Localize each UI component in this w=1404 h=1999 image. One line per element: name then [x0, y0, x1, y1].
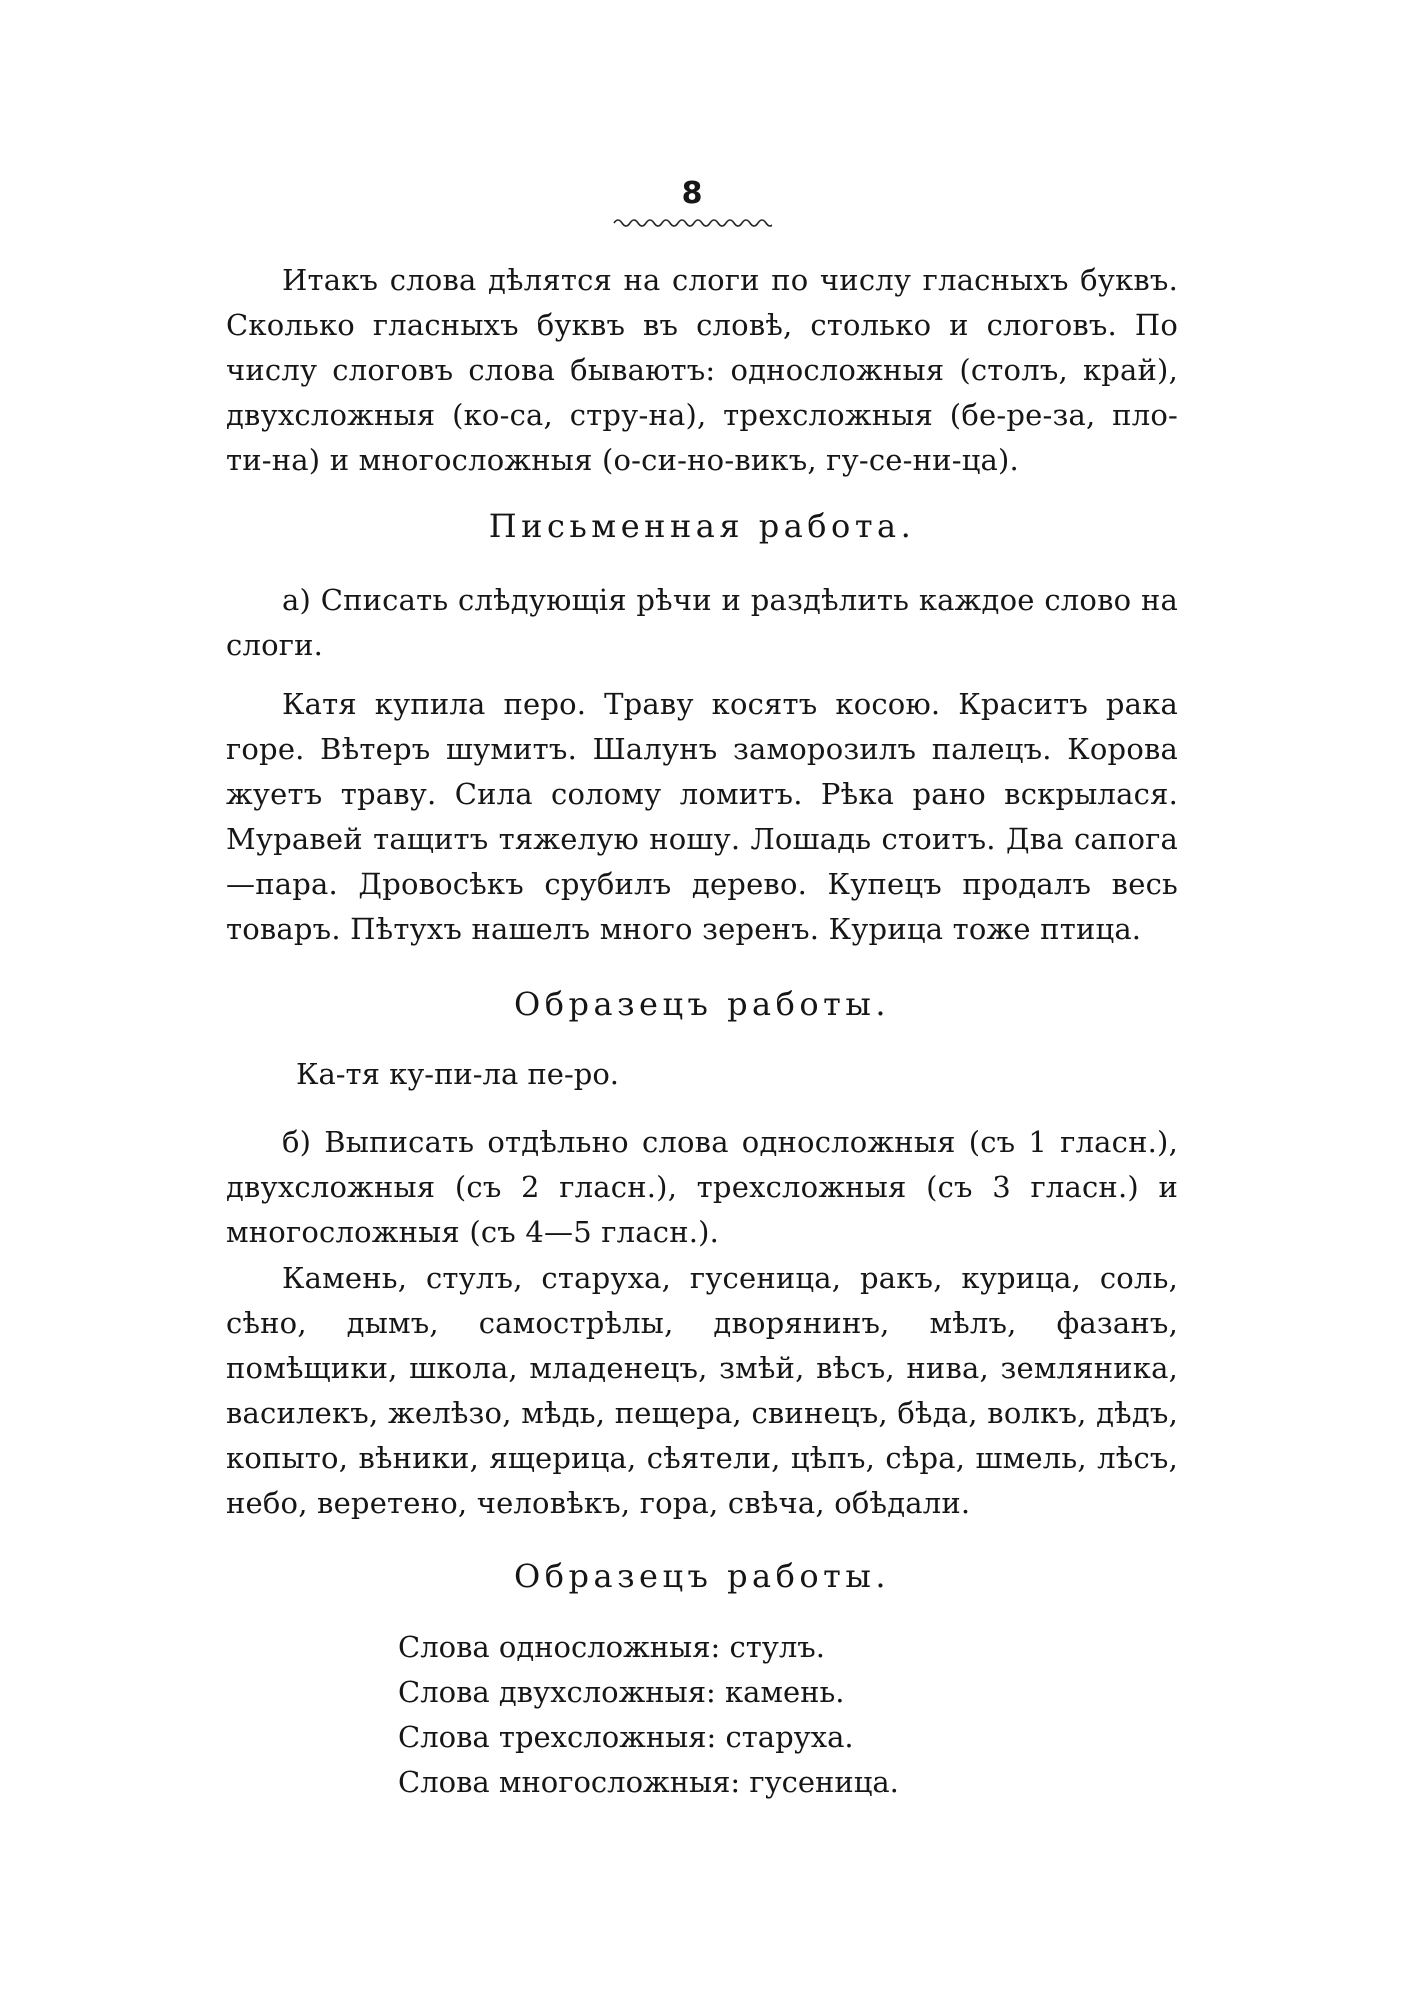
- example-list: [398, 1625, 1098, 1805]
- example-line: Слова многосложныя: гусеница.: [398, 1765, 899, 1799]
- page-number: 8: [681, 176, 703, 211]
- example-line: Слова двухсложныя: камень.: [398, 1675, 845, 1709]
- task-a: а) Списать слѣдующія рѣчи и раздѣлить каждое слово на слоги.: [226, 583, 1178, 662]
- heading-sample-1: Образецъ работы.: [514, 985, 890, 1023]
- task-b: б) Выписать отдѣльно слова односложныя (съ 1 гласн.), двухсложныя (съ 2 гласн.), трехсложныя (съ 3 гласн.) и многосложныя (съ 4—5 гласн.).: [226, 1125, 1178, 1249]
- example-line: Слова односложныя: стулъ.: [398, 1630, 825, 1664]
- intro-paragraph: Итакъ слова дѣлятся на слоги по числу гласныхъ буквъ. Сколько гласныхъ буквъ въ словѣ, столько и слоговъ. По числу слоговъ слова бываютъ: односложныя (столъ, край), двухсложныя (ко-са, стру-на), трехсложныя (бе-ре-за, пло-ти-на) и многосложныя (о-си-но-викъ, гу-се-ни-ца).: [226, 263, 1178, 477]
- example-line: Слова трехсложныя: старуха.: [398, 1720, 854, 1754]
- sentences-paragraph: Катя купила перо. Траву косятъ косою. Краситъ рака горе. Вѣтеръ шумитъ. Шалунъ заморозилъ палецъ. Корова жуетъ траву. Сила солому ломитъ. Рѣка рано вскрылася. Муравей тащитъ тяжелую ношу. Лошадь стоитъ. Два сапога—пара. Дровосѣкъ срубилъ дерево. Купецъ продалъ весь товаръ. Пѣтухъ нашелъ много зеренъ. Курица тоже птица.: [226, 687, 1178, 946]
- sample-1-text: Ка-тя ку-пи-ла пе-ро.: [296, 1057, 619, 1091]
- heading-sample-2: Образецъ работы.: [514, 1557, 890, 1595]
- words-paragraph: Камень, стулъ, старуха, гусеница, ракъ, курица, соль, сѣно, дымъ, самострѣлы, дворянинъ, мѣлъ, фазанъ, помѣщики, школа, младенецъ, змѣй, вѣсъ, нива, земляника, василекъ, желѣзо, мѣдь, пещера, свинецъ, бѣда, волкъ, дѣдъ, копыто, вѣники, ящерица, сѣятели, цѣпъ, сѣра, шмель, лѣсъ, небо, веретено, человѣкъ, гора, свѣча, обѣдали.: [226, 1261, 1178, 1520]
- heading-written-work: Письменная работа.: [488, 507, 916, 545]
- wavy-rule-ornament: [612, 216, 772, 230]
